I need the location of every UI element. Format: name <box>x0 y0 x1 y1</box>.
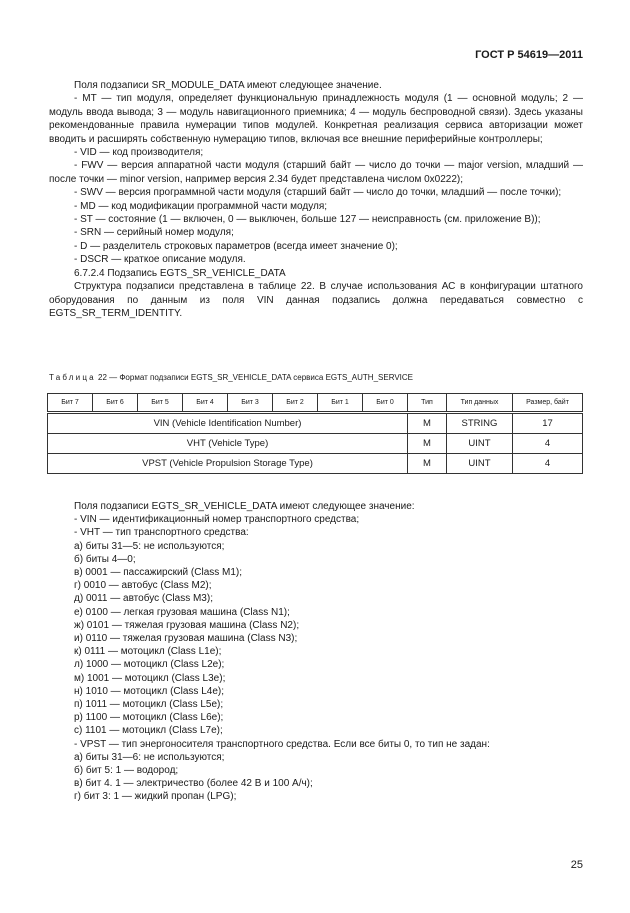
table-caption-text: 22 — Формат подзаписи EGTS_SR_VEHICLE_DATA сервиса EGTS_AUTH_SERVICE <box>95 373 413 382</box>
list-item: к) 0111 — мотоцикл (Class L1e); <box>74 646 222 658</box>
header-cell: Бит 5 <box>138 394 183 413</box>
paragraph: - MT — тип модуля, определяет функциональную принадлежность модуля (1 — основной модуль; 2 — модуль ввода вывода; 3 — модуль навигационного приемника; 4 — модуль беспроводной связи). Здесь указаны рекомендованные правила нумерации типов модулей. Конкретная реализация сервиса авторизации может вводить и расширять собственную нумерацию типов, включая все внешние периферийные контроллеры; <box>49 93 583 145</box>
data-type-cell: STRING <box>447 413 513 434</box>
list-item: - VIN — идентификационный номер транспортного средства; <box>74 514 360 526</box>
paragraph: - DSCR — краткое описание модуля. <box>74 254 246 266</box>
paragraph: Структура подзаписи представлена в таблице 22. В случае использования АС в конфигурации штатного оборудования по данным из поля VIN данная подзапись должна передаваться совместно с EGTS_SR_TERM_IDENTITY. <box>49 281 583 319</box>
paragraph: - MD — код модификации программной части модуля; <box>74 200 328 212</box>
list-item: м) 1001 — мотоцикл (Class L3e); <box>74 672 226 684</box>
type-cell: M <box>408 454 447 474</box>
size-cell: 17 <box>513 413 583 434</box>
module-data-description <box>49 79 583 320</box>
table-caption-label: Таблица <box>49 373 96 382</box>
list-item: ж) 0101 — тяжелая грузовая машина (Class N2); <box>74 619 300 631</box>
vehicle-data-table <box>47 393 583 474</box>
header-cell: Размер, байт <box>513 394 583 413</box>
table-header-row <box>48 394 583 413</box>
header-cell: Бит 2 <box>273 394 318 413</box>
list-item: л) 1000 — мотоцикл (Class L2e); <box>74 659 225 671</box>
list-item: р) 1100 — мотоцикл (Class L6e); <box>74 712 224 724</box>
paragraph: - ST — состояние (1 — включен, 0 — выключен, больше 127 — неисправность (см. приложение В)); <box>74 214 541 226</box>
table-row <box>48 434 583 454</box>
header-cell: Бит 1 <box>318 394 363 413</box>
paragraph: - VID — код производителя; <box>74 147 204 159</box>
list-item: б) биты 4—0; <box>74 553 136 565</box>
list-item: - VHT — тип транспортного средства: <box>74 527 249 539</box>
list-item: в) бит 4. 1 — электричество (более 42 В и 100 А/ч); <box>74 778 313 790</box>
list-item: Поля подзаписи EGTS_SR_VEHICLE_DATA имеют следующее значение: <box>74 501 415 512</box>
list-item: е) 0100 — легкая грузовая машина (Class N1); <box>74 606 290 618</box>
header-cell: Бит 3 <box>228 394 273 413</box>
header-cell: Бит 4 <box>183 394 228 413</box>
list-item: н) 1010 — мотоцикл (Class L4e); <box>74 685 224 697</box>
field-cell: VPST (Vehicle Propulsion Storage Type) <box>48 454 408 474</box>
list-item: а) биты 31—6: не используются; <box>74 751 225 763</box>
page-number: 25 <box>570 859 583 871</box>
paragraph: - FWV — версия аппаратной части модуля (старший байт — число до точки — major version, младший — после точки — minor version, например версия 2.34 будет представлена числом 0x0222); <box>49 160 583 185</box>
header-cell: Бит 0 <box>363 394 408 413</box>
table-caption <box>49 373 413 382</box>
list-item: - VPST — тип энергоносителя транспортного средства. Если все биты 0, то тип не задан: <box>74 738 490 750</box>
list-item: и) 0110 — тяжелая грузовая машина (Class N3); <box>74 633 298 645</box>
list-item: а) биты 31—5: не используются; <box>74 540 225 552</box>
list-item: д) 0011 — автобус (Class M3); <box>74 593 213 605</box>
header-cell: Тип данных <box>447 394 513 413</box>
list-item: в) 0001 — пассажирский (Class M1); <box>74 567 243 579</box>
field-cell: VIN (Vehicle Identification Number) <box>48 413 408 434</box>
header-cell: Бит 6 <box>93 394 138 413</box>
list-item: г) 0010 — автобус (Class M2); <box>74 580 212 592</box>
field-cell: VHT (Vehicle Type) <box>48 434 408 454</box>
type-cell: M <box>408 413 447 434</box>
list-item: б) бит 5: 1 — водород; <box>74 765 179 777</box>
paragraph: - SRN — серийный номер модуля; <box>74 227 234 239</box>
size-cell: 4 <box>513 454 583 474</box>
table-row <box>48 454 583 474</box>
paragraph: Поля подзаписи SR_MODULE_DATA имеют следующее значение. <box>74 80 382 91</box>
list-item: с) 1101 — мотоцикл (Class L7e); <box>74 725 223 737</box>
type-cell: M <box>408 434 447 454</box>
header-cell: Бит 7 <box>48 394 93 413</box>
data-type-cell: UINT <box>447 454 513 474</box>
vehicle-data-description <box>49 500 583 804</box>
size-cell: 4 <box>513 434 583 454</box>
header-cell: Тип <box>408 394 447 413</box>
list-item: г) бит 3: 1 — жидкий пропан (LPG); <box>74 791 237 803</box>
paragraph: - SWV — версия программной части модуля (старший байт — число до точки, младший — после точки); <box>74 187 562 199</box>
section-heading: 6.7.2.4 Подзапись EGTS_SR_VEHICLE_DATA <box>74 267 286 279</box>
table-row <box>48 413 583 434</box>
data-type-cell: UINT <box>447 434 513 454</box>
document-header: ГОСТ Р 54619—2011 <box>475 49 583 61</box>
list-item: п) 1011 — мотоцикл (Class L5e); <box>74 699 224 711</box>
paragraph: - D — разделитель строковых параметров (всегда имеет значение 0); <box>74 240 398 252</box>
